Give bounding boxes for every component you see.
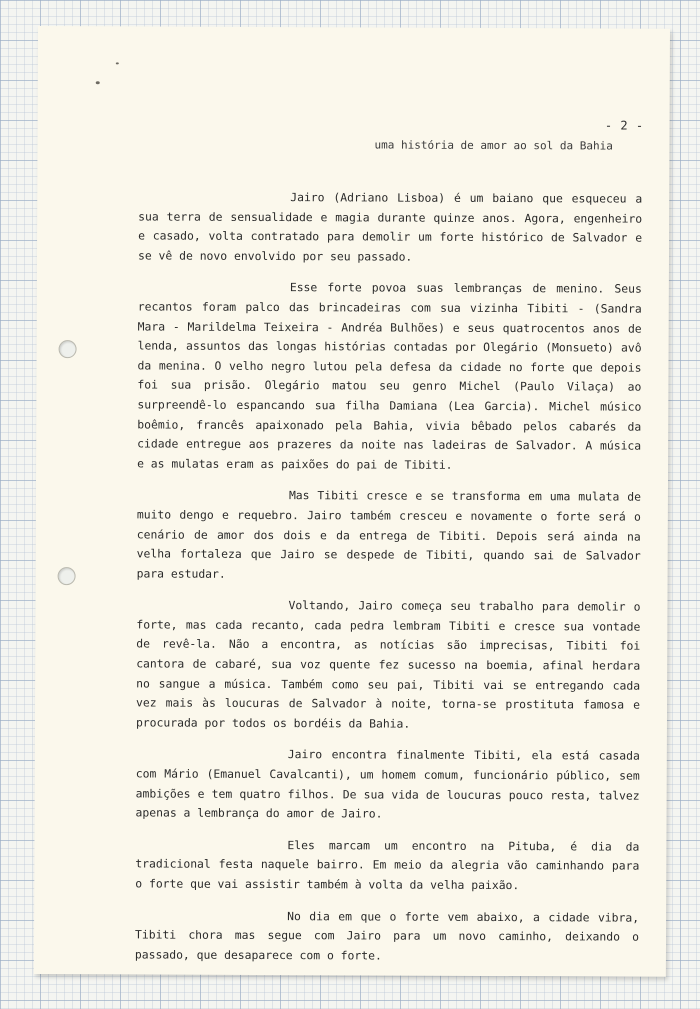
page-number: - 2 - — [604, 118, 644, 133]
ink-speck — [116, 62, 119, 64]
typewritten-page — [34, 26, 670, 977]
ink-speck — [96, 81, 100, 84]
paragraph: Jairo (Adriano Lisboa) é um baiano que esqueceu a sua terra de sensualidade e magia durante quinze anos. Agora, engenheiro e casado, volta contratado para demolir um forte histórico de Salvador e se vê de novo envolvido por seu passado. — [137, 190, 643, 264]
paragraph: Mas Tibiti cresce e se transforma em uma mulata de muito dengo e requebro. Jairo também cresceu e novamente o forte será o cenário de amor dos dois e da entrega de Tibiti. Depois será ainda na velha fortaleza que Jairo se despede de Tibiti, quando sai de Salvador para estudar. — [136, 488, 641, 581]
paragraph: Voltando, Jairo começa seu trabalho para demolir o forte, mas cada recanto, cada pedra lembram Tibiti e cresce sua vontade de revê-la. Não a encontra, as notícias são imprecisas, Tibiti foi cantora de cabaré, sua voz quente fez sucesso na boemia, afinal herdara no sangue a música. Também como seu pai, Tibiti vai se entregando cada vez mais às loucuras de Salvador à noite, torna-se prostituta famosa e procurada por todos os bordéis da Bahia. — [135, 598, 641, 731]
punch-hole — [59, 340, 77, 358]
paragraph: Eles marcam um encontro na Pituba, é dia da tradicional festa naquele bairro. Em meio da alegria vão caminhando para o forte que vai assistir também à volta da velha paixão. — [135, 837, 640, 893]
paragraph: No dia em que o forte vem abaixo, a cidade vibra, Tibiti chora mas segue com Jairo para um novo caminho, deixando o passado, que desaparece com o forte. — [134, 908, 640, 963]
punch-hole — [58, 567, 76, 585]
page-subtitle: uma história de amor ao sol da Bahia — [374, 138, 613, 153]
synopsis-text — [135, 187, 642, 979]
paragraph: Jairo encontra finalmente Tibiti, ela está casada com Mário (Emanuel Cavalcanti), um homem comum, funcionário público, sem ambições e tem quatro filhos. De sua vida de loucuras pouco resta, talvez apenas a lembrança do amor de Jairo. — [135, 747, 640, 821]
paragraph: Esse forte povoa suas lembranças de menino. Seus recantos foram palco das brincadeiras com sua vizinha Tibiti - (Sandra Mara - Marildelma Teixeira - Andréa Bulhões) e seus quatrocentos anos de lenda, assuntos das longas histórias contadas por Olegário (Monsueto) avô da menina. O velho negro lutou pela defesa da cidade no forte que depois foi sua prisão. Olegário matou seu genro Michel (Paulo Vilaça) ao surpreendê-lo espancando sua filha Damiana (Lea Garcia). Michel músico boêmio, francês apaixonado pela Bahia, vivia bêbado pelos cabarés da cidade entregue aos prazeres da noite nas ladeiras de Salvador. A música e as mulatas eram as paixões do pai de Tibiti. — [137, 280, 642, 472]
